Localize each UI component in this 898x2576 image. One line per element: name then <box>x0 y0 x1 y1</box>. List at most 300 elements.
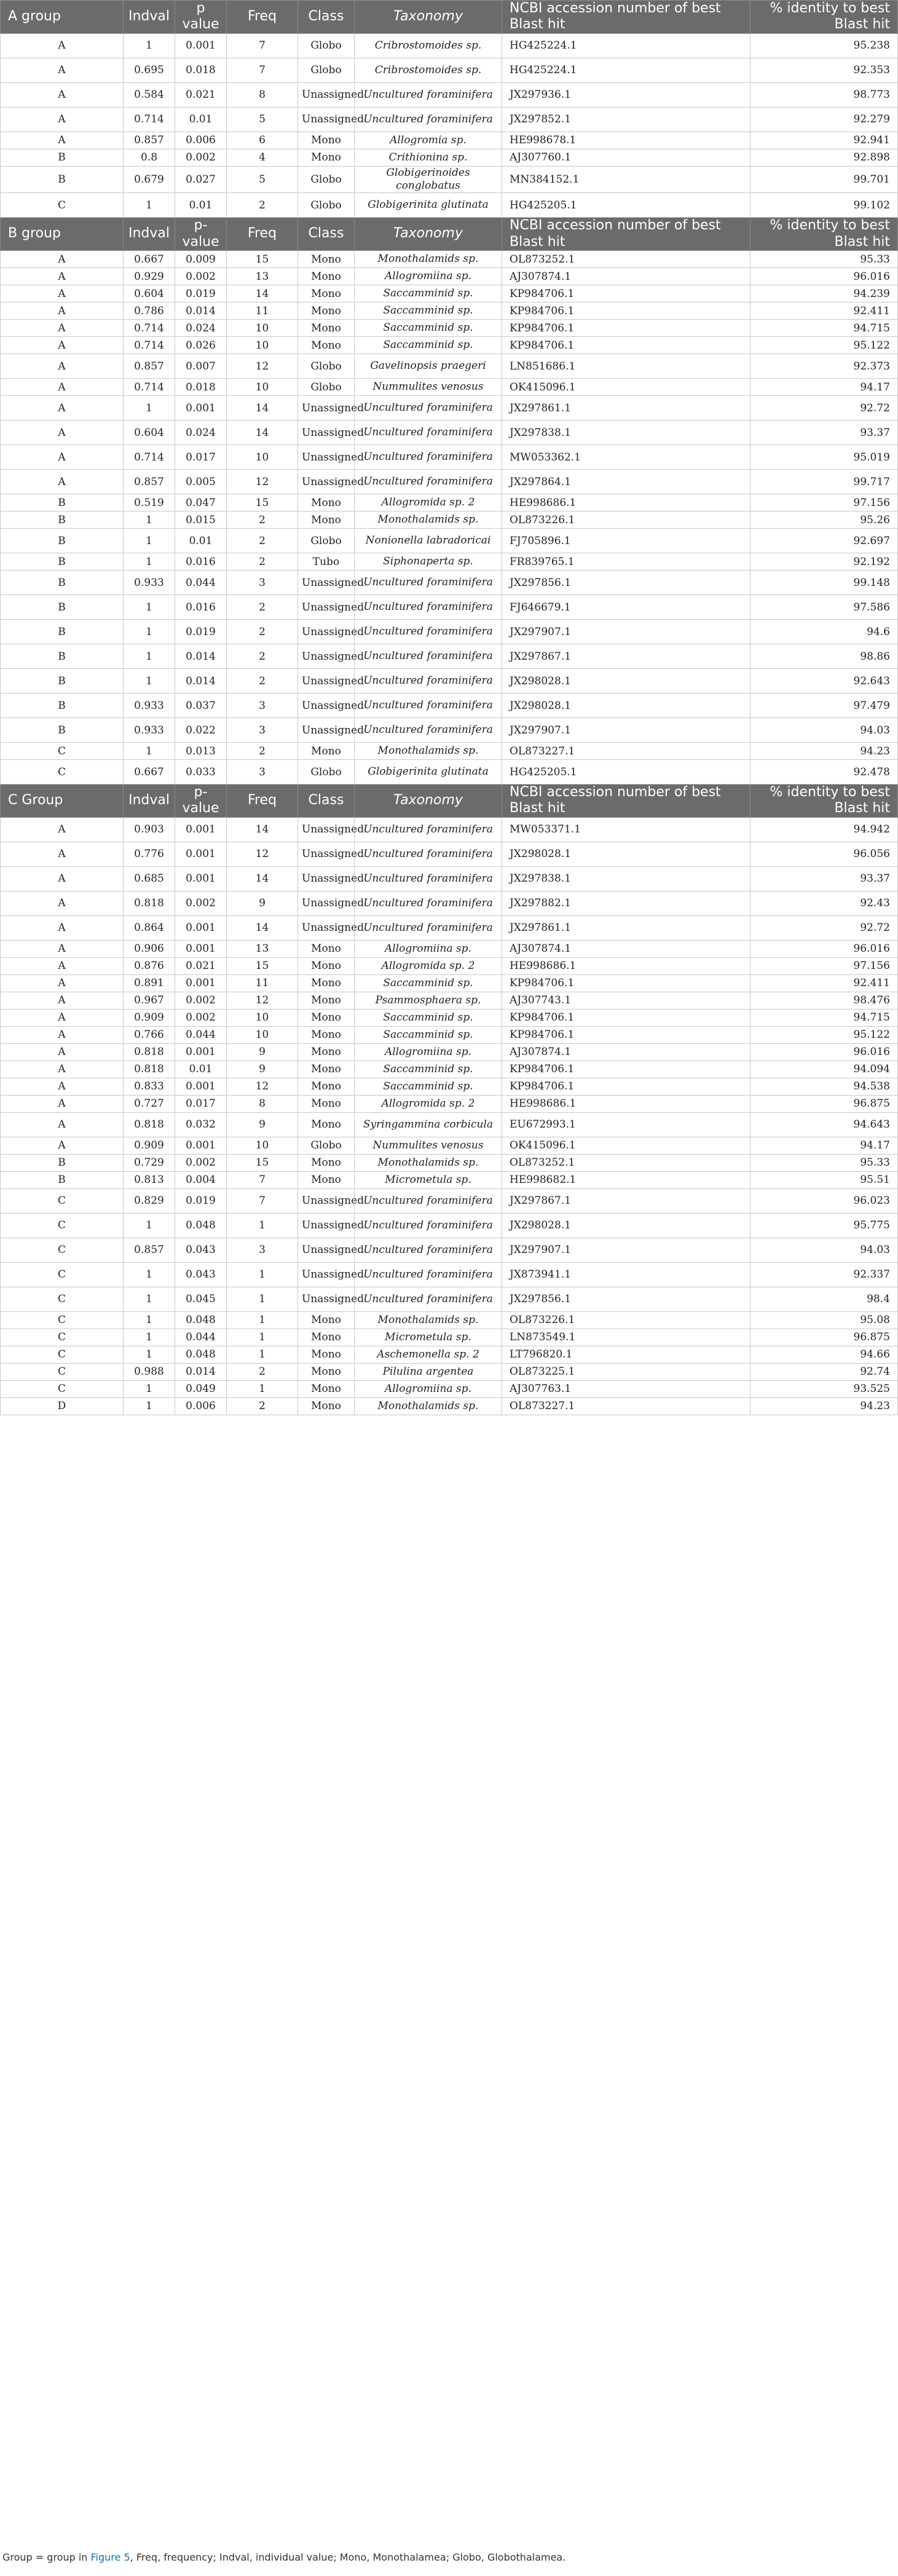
class-cell: Mono <box>298 1311 355 1329</box>
p-value-cell: 0.021 <box>175 957 227 974</box>
table-row <box>1 693 898 718</box>
taxonomy-cell: Saccamminid sp. <box>355 302 502 320</box>
class-cell: Unassigned <box>298 669 355 693</box>
indval-cell: 1 <box>124 620 175 644</box>
group-cell: C <box>1 1238 124 1262</box>
accession-cell: KP984706.1 <box>502 1026 750 1043</box>
group-cell: A <box>1 1009 124 1026</box>
accession-cell: HG425224.1 <box>502 58 750 82</box>
p-value-cell: 0.021 <box>175 82 227 107</box>
p-value-cell: 0.01 <box>175 1061 227 1078</box>
identity-cell: 92.279 <box>750 107 898 132</box>
identity-cell: 98.86 <box>750 644 898 669</box>
freq-column-header: Freq <box>227 218 298 251</box>
freq-cell: 11 <box>227 302 298 320</box>
identity-cell: 94.23 <box>750 743 898 760</box>
table-row <box>1 251 898 268</box>
accession-cell: JX298028.1 <box>502 669 750 693</box>
group-cell: A <box>1 974 124 992</box>
accession-cell: OL873225.1 <box>502 1363 750 1380</box>
class-cell: Globo <box>298 33 355 58</box>
p-value-cell: 0.001 <box>175 940 227 957</box>
taxonomy-cell: Saccamminid sp. <box>355 337 502 354</box>
freq-cell: 12 <box>227 354 298 379</box>
group-cell: C <box>1 1213 124 1238</box>
taxonomy-cell: Allogromia sp. <box>355 132 502 149</box>
class-cell: Globo <box>298 379 355 396</box>
taxonomy-cell: Uncultured foraminifera <box>355 107 502 132</box>
class-cell: Unassigned <box>298 891 355 915</box>
indval-column-header: Indval <box>124 784 175 818</box>
freq-cell: 1 <box>227 1346 298 1363</box>
p-value-cell: 0.001 <box>175 396 227 421</box>
class-cell: Mono <box>298 1363 355 1380</box>
class-cell: Globo <box>298 58 355 82</box>
accession-cell: AJ307874.1 <box>502 1043 750 1061</box>
accession-cell: FJ705896.1 <box>502 529 750 553</box>
table-row <box>1 268 898 285</box>
freq-cell: 12 <box>227 1078 298 1095</box>
identity-column-header: % identity to best Blast hit <box>750 1 898 34</box>
freq-cell: 13 <box>227 940 298 957</box>
p-value-cell: 0.037 <box>175 693 227 718</box>
group-cell: A <box>1 396 124 421</box>
indval-cell: 0.714 <box>124 445 175 470</box>
taxonomy-cell: Micrometula sp. <box>355 1171 502 1188</box>
table-row <box>1 1397 898 1415</box>
p-value-cell: 0.044 <box>175 1329 227 1346</box>
table-row <box>1 1380 898 1397</box>
class-cell: Mono <box>298 1380 355 1397</box>
taxonomy-cell: Uncultured foraminifera <box>355 445 502 470</box>
accession-cell: KP984706.1 <box>502 302 750 320</box>
freq-cell: 15 <box>227 1154 298 1171</box>
class-column-header: Class <box>298 1 355 34</box>
indval-cell: 1 <box>124 1380 175 1397</box>
taxonomy-cell: Allogromida sp. 2 <box>355 1095 502 1112</box>
accession-cell: OL873226.1 <box>502 512 750 529</box>
table-row <box>1 891 898 915</box>
freq-cell: 9 <box>227 1043 298 1061</box>
table-row <box>1 1009 898 1026</box>
freq-cell: 7 <box>227 58 298 82</box>
footnote-prefix: Group = group in <box>2 2551 91 2563</box>
freq-cell: 3 <box>227 760 298 784</box>
indval-cell: 0.519 <box>124 494 175 512</box>
taxonomy-cell: Syringammina corbicula <box>355 1112 502 1137</box>
identity-cell: 94.03 <box>750 718 898 743</box>
class-cell: Unassigned <box>298 718 355 743</box>
table-row <box>1 512 898 529</box>
indval-cell: 0.714 <box>124 320 175 337</box>
indval-cell: 0.829 <box>124 1188 175 1213</box>
table-row <box>1 669 898 693</box>
indval-cell: 0.857 <box>124 1238 175 1262</box>
identity-cell: 96.016 <box>750 940 898 957</box>
taxonomy-cell: Uncultured foraminifera <box>355 1262 502 1287</box>
identity-cell: 94.715 <box>750 1009 898 1026</box>
taxonomy-cell: Pilulina argentea <box>355 1363 502 1380</box>
taxonomy-cell: Siphonaperta sp. <box>355 553 502 571</box>
identity-cell: 94.643 <box>750 1112 898 1137</box>
table-row <box>1 354 898 379</box>
freq-cell: 10 <box>227 445 298 470</box>
p-value-cell: 0.047 <box>175 494 227 512</box>
group-header-row <box>1 784 898 818</box>
accession-cell: OL873227.1 <box>502 743 750 760</box>
figure-link[interactable]: Figure 5 <box>90 2551 130 2563</box>
p-value-cell: 0.016 <box>175 595 227 620</box>
taxonomy-cell: Uncultured foraminifera <box>355 669 502 693</box>
taxonomy-column-header: Taxonomy <box>355 218 502 251</box>
indval-cell: 0.933 <box>124 693 175 718</box>
identity-cell: 97.156 <box>750 494 898 512</box>
group-cell: B <box>1 1154 124 1171</box>
accession-cell: AJ307760.1 <box>502 149 750 166</box>
p-value-cell: 0.032 <box>175 1112 227 1137</box>
table-row <box>1 595 898 620</box>
accession-cell: JX297936.1 <box>502 82 750 107</box>
class-column-header: Class <box>298 218 355 251</box>
group-cell: C <box>1 760 124 784</box>
group-cell: C <box>1 193 124 218</box>
table-row <box>1 553 898 571</box>
class-cell: Unassigned <box>298 620 355 644</box>
group-header-row <box>1 1 898 34</box>
class-cell: Unassigned <box>298 396 355 421</box>
indval-cell: 1 <box>124 33 175 58</box>
accession-cell: JX297882.1 <box>502 891 750 915</box>
p-value-cell: 0.045 <box>175 1287 227 1311</box>
p-value-cell: 0.017 <box>175 445 227 470</box>
p-value-cell: 0.049 <box>175 1380 227 1397</box>
accession-cell: HE998686.1 <box>502 957 750 974</box>
class-cell: Mono <box>298 1026 355 1043</box>
table-row <box>1 1026 898 1043</box>
group-cell: B <box>1 644 124 669</box>
p-value-cell: 0.009 <box>175 251 227 268</box>
freq-cell: 14 <box>227 866 298 891</box>
group-cell: C <box>1 1287 124 1311</box>
table-row <box>1 1095 898 1112</box>
taxonomy-cell: Saccamminid sp. <box>355 1061 502 1078</box>
indval-cell: 0.818 <box>124 1043 175 1061</box>
footnote-suffix: , Freq, frequency; Indval, individual value; Mono, Monothalamea; Globo, Globothalamea. <box>130 2551 566 2563</box>
identity-cell: 95.51 <box>750 1171 898 1188</box>
group-cell: B <box>1 571 124 595</box>
p-value-cell: 0.027 <box>175 166 227 193</box>
group-cell: A <box>1 1043 124 1061</box>
table-row <box>1 379 898 396</box>
indval-cell: 0.604 <box>124 421 175 445</box>
taxonomy-cell: Uncultured foraminifera <box>355 891 502 915</box>
accession-cell: OL873252.1 <box>502 1154 750 1171</box>
accession-cell: OL873227.1 <box>502 1397 750 1415</box>
table-row <box>1 817 898 842</box>
group-cell: A <box>1 842 124 866</box>
group-cell: B <box>1 669 124 693</box>
table-row <box>1 285 898 302</box>
freq-cell: 11 <box>227 974 298 992</box>
identity-cell: 92.74 <box>750 1363 898 1380</box>
class-cell: Mono <box>298 1171 355 1188</box>
identity-cell: 97.156 <box>750 957 898 974</box>
p-value-cell: 0.013 <box>175 743 227 760</box>
identity-cell: 92.43 <box>750 891 898 915</box>
freq-cell: 5 <box>227 107 298 132</box>
class-cell: Globo <box>298 193 355 218</box>
class-cell: Unassigned <box>298 1287 355 1311</box>
identity-cell: 94.715 <box>750 320 898 337</box>
indval-cell: 0.891 <box>124 974 175 992</box>
accession-cell: JX297838.1 <box>502 421 750 445</box>
indval-cell: 0.604 <box>124 285 175 302</box>
taxonomy-cell: Uncultured foraminifera <box>355 620 502 644</box>
group-cell: C <box>1 1363 124 1380</box>
class-cell: Mono <box>298 1112 355 1137</box>
class-cell: Mono <box>298 320 355 337</box>
class-cell: Mono <box>298 1078 355 1095</box>
p-value-cell: 0.022 <box>175 718 227 743</box>
identity-cell: 94.942 <box>750 817 898 842</box>
group-cell: A <box>1 1061 124 1078</box>
group-cell: B <box>1 512 124 529</box>
identity-cell: 97.479 <box>750 693 898 718</box>
group-cell: B <box>1 620 124 644</box>
identity-cell: 95.122 <box>750 337 898 354</box>
indval-cell: 1 <box>124 553 175 571</box>
freq-cell: 1 <box>227 1380 298 1397</box>
table-row <box>1 571 898 595</box>
p-value-cell: 0.001 <box>175 866 227 891</box>
table-row <box>1 1188 898 1213</box>
freq-cell: 14 <box>227 915 298 940</box>
class-cell: Unassigned <box>298 817 355 842</box>
table-row <box>1 396 898 421</box>
table-row <box>1 1154 898 1171</box>
p-value-cell: 0.002 <box>175 1154 227 1171</box>
accession-cell: LN873549.1 <box>502 1329 750 1346</box>
p-value-cell: 0.014 <box>175 1363 227 1380</box>
group-cell: A <box>1 82 124 107</box>
table-footnote <box>2 2551 565 2563</box>
freq-cell: 2 <box>227 529 298 553</box>
class-cell: Unassigned <box>298 1238 355 1262</box>
taxonomy-cell: Uncultured foraminifera <box>355 595 502 620</box>
identity-cell: 99.701 <box>750 166 898 193</box>
identity-cell: 99.717 <box>750 470 898 494</box>
accession-cell: KP984706.1 <box>502 285 750 302</box>
table-row <box>1 1262 898 1287</box>
table-row <box>1 1043 898 1061</box>
table-row <box>1 1112 898 1137</box>
class-cell: Unassigned <box>298 470 355 494</box>
taxonomy-cell: Saccamminid sp. <box>355 1026 502 1043</box>
accession-cell: KP984706.1 <box>502 1061 750 1078</box>
freq-cell: 2 <box>227 553 298 571</box>
taxonomy-cell: Globigerinita glutinata <box>355 193 502 218</box>
taxonomy-cell: Allogromida sp. 2 <box>355 957 502 974</box>
identity-cell: 94.03 <box>750 1238 898 1262</box>
group-cell: A <box>1 915 124 940</box>
indval-cell: 0.714 <box>124 379 175 396</box>
accession-cell: JX298028.1 <box>502 842 750 866</box>
freq-cell: 4 <box>227 149 298 166</box>
table-row <box>1 974 898 992</box>
class-cell: Mono <box>298 743 355 760</box>
group-cell: A <box>1 107 124 132</box>
table-row <box>1 33 898 58</box>
indval-cell: 0.584 <box>124 82 175 107</box>
indval-cell: 1 <box>124 193 175 218</box>
class-cell: Mono <box>298 940 355 957</box>
indval-cell: 0.695 <box>124 58 175 82</box>
taxonomy-cell: Saccamminid sp. <box>355 1078 502 1095</box>
accession-cell: HG425205.1 <box>502 760 750 784</box>
p-value-cell: 0.033 <box>175 760 227 784</box>
accession-cell: HE998682.1 <box>502 1171 750 1188</box>
table-row <box>1 1171 898 1188</box>
indval-cell: 1 <box>124 1397 175 1415</box>
freq-cell: 2 <box>227 669 298 693</box>
freq-cell: 12 <box>227 842 298 866</box>
identity-cell: 94.538 <box>750 1078 898 1095</box>
identity-cell: 95.238 <box>750 33 898 58</box>
freq-cell: 1 <box>227 1311 298 1329</box>
table-row <box>1 1061 898 1078</box>
accession-cell: JX297907.1 <box>502 718 750 743</box>
indval-cell: 0.776 <box>124 842 175 866</box>
freq-cell: 15 <box>227 957 298 974</box>
p-value-cell: 0.026 <box>175 337 227 354</box>
identity-cell: 95.33 <box>750 1154 898 1171</box>
class-cell: Mono <box>298 1043 355 1061</box>
freq-cell: 2 <box>227 620 298 644</box>
group-cell: B <box>1 494 124 512</box>
freq-cell: 10 <box>227 1026 298 1043</box>
identity-cell: 92.411 <box>750 974 898 992</box>
table-row <box>1 915 898 940</box>
identity-cell: 96.016 <box>750 1043 898 1061</box>
identity-cell: 95.33 <box>750 251 898 268</box>
accession-cell: HE998686.1 <box>502 494 750 512</box>
group-cell: B <box>1 553 124 571</box>
p-value-cell: 0.006 <box>175 1397 227 1415</box>
taxonomy-column-header: Taxonomy <box>355 784 502 818</box>
indval-cell: 0.766 <box>124 1026 175 1043</box>
class-cell: Mono <box>298 132 355 149</box>
identity-cell: 92.478 <box>750 760 898 784</box>
group-cell: A <box>1 58 124 82</box>
taxonomy-cell: Allogromiina sp. <box>355 1380 502 1397</box>
class-cell: Tubo <box>298 553 355 571</box>
table-row <box>1 1287 898 1311</box>
p-value-cell: 0.019 <box>175 1188 227 1213</box>
identity-cell: 92.353 <box>750 58 898 82</box>
freq-cell: 10 <box>227 1137 298 1154</box>
p-value-cell: 0.016 <box>175 553 227 571</box>
p-value-column-header: p-value <box>175 218 227 251</box>
p-value-cell: 0.01 <box>175 529 227 553</box>
p-value-cell: 0.044 <box>175 571 227 595</box>
freq-cell: 12 <box>227 992 298 1009</box>
class-cell: Unassigned <box>298 1188 355 1213</box>
table-row <box>1 1213 898 1238</box>
accession-cell: OL873226.1 <box>502 1311 750 1329</box>
table-row <box>1 1363 898 1380</box>
p-value-cell: 0.001 <box>175 1137 227 1154</box>
taxonomy-column-header: Taxonomy <box>355 1 502 34</box>
indval-cell: 1 <box>124 1329 175 1346</box>
accession-cell: KP984706.1 <box>502 337 750 354</box>
indval-cell: 0.714 <box>124 337 175 354</box>
accession-cell: JX297856.1 <box>502 1287 750 1311</box>
indval-cell: 1 <box>124 644 175 669</box>
identity-cell: 96.875 <box>750 1095 898 1112</box>
identity-cell: 93.37 <box>750 421 898 445</box>
identity-cell: 93.525 <box>750 1380 898 1397</box>
table-row <box>1 58 898 82</box>
group-cell: A <box>1 992 124 1009</box>
table-row <box>1 421 898 445</box>
taxonomy-cell: Cribrostomoides sp. <box>355 58 502 82</box>
ncbi-accession-column-header: NCBI accession number of best Blast hit <box>502 218 750 251</box>
p-value-cell: 0.006 <box>175 132 227 149</box>
taxonomy-cell: Allogromiina sp. <box>355 268 502 285</box>
taxonomy-cell: Uncultured foraminifera <box>355 915 502 940</box>
p-value-cell: 0.017 <box>175 1095 227 1112</box>
identity-cell: 94.17 <box>750 379 898 396</box>
freq-cell: 15 <box>227 251 298 268</box>
table-row <box>1 743 898 760</box>
indval-cell: 1 <box>124 529 175 553</box>
class-cell: Unassigned <box>298 1262 355 1287</box>
accession-cell: EU672993.1 <box>502 1112 750 1137</box>
identity-cell: 92.697 <box>750 529 898 553</box>
class-cell: Mono <box>298 512 355 529</box>
group-cell: B <box>1 166 124 193</box>
class-cell: Globo <box>298 760 355 784</box>
group-cell: C <box>1 1329 124 1346</box>
p-value-cell: 0.015 <box>175 512 227 529</box>
class-cell: Unassigned <box>298 693 355 718</box>
indval-column-header: Indval <box>124 1 175 34</box>
indval-cell: 0.685 <box>124 866 175 891</box>
table-row <box>1 320 898 337</box>
freq-cell: 2 <box>227 595 298 620</box>
p-value-cell: 0.005 <box>175 470 227 494</box>
taxonomy-cell: Micrometula sp. <box>355 1329 502 1346</box>
group-cell: A <box>1 285 124 302</box>
accession-cell: JX297907.1 <box>502 1238 750 1262</box>
group-cell: A <box>1 1137 124 1154</box>
freq-cell: 13 <box>227 268 298 285</box>
group-cell: B <box>1 693 124 718</box>
accession-cell: KP984706.1 <box>502 320 750 337</box>
indval-cell: 0.933 <box>124 718 175 743</box>
freq-cell: 5 <box>227 166 298 193</box>
identity-cell: 95.775 <box>750 1213 898 1238</box>
indval-cell: 1 <box>124 669 175 693</box>
taxonomy-cell: Uncultured foraminifera <box>355 82 502 107</box>
accession-cell: KP984706.1 <box>502 974 750 992</box>
group-cell: B <box>1 529 124 553</box>
taxonomy-cell: Saccamminid sp. <box>355 974 502 992</box>
group-cell: A <box>1 957 124 974</box>
indval-cell: 0.714 <box>124 107 175 132</box>
table-row <box>1 82 898 107</box>
group-cell: A <box>1 379 124 396</box>
